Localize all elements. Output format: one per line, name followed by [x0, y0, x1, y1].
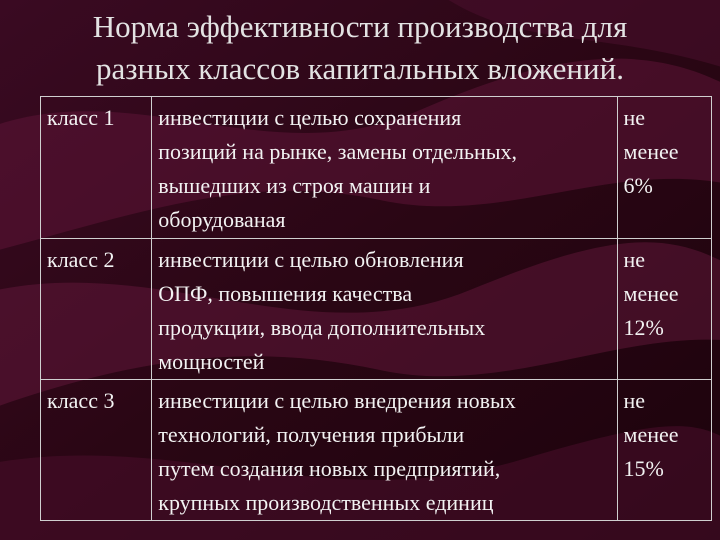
- norm-line: 12%: [623, 315, 664, 340]
- description-line: мощностей: [158, 349, 265, 374]
- class-cell: класс 3: [41, 380, 152, 521]
- norm-line: не: [623, 105, 646, 130]
- description-cell: [152, 239, 617, 380]
- class-cell: класс 1: [41, 97, 152, 239]
- norm-line: 15%: [623, 456, 664, 481]
- description-line: инвестиции с целью сохранения: [158, 105, 462, 130]
- description-line: позиций на рынке, замены отдельных,: [158, 139, 518, 164]
- table-row: [41, 97, 712, 239]
- table-row: [41, 239, 712, 380]
- title-line-1: Норма эффективности производства для: [92, 9, 628, 44]
- description-cell: [152, 97, 617, 239]
- investment-classes-table: [40, 96, 712, 521]
- class-cell: класс 2: [41, 239, 152, 380]
- description-line: вышедших из строя машин и: [158, 173, 431, 198]
- description-line: инвестиции с целью обновления: [158, 247, 464, 272]
- description-cell: [152, 380, 617, 521]
- description-line: инвестиции с целью внедрения новых: [158, 388, 516, 413]
- slide-title: [0, 6, 720, 90]
- description-line: продукции, ввода дополнительных: [158, 315, 486, 340]
- norm-cell: [617, 380, 711, 521]
- title-line-2: разных классов капитальных вложений.: [96, 51, 624, 86]
- description-line: крупных производственных единиц: [158, 490, 494, 515]
- description-line: путем создания новых предприятий,: [158, 456, 501, 481]
- description-line: оборудованая: [158, 207, 286, 232]
- norm-line: менее: [623, 422, 679, 447]
- norm-cell: [617, 97, 711, 239]
- norm-line: менее: [623, 281, 679, 306]
- table-row: [41, 380, 712, 521]
- norm-line: не: [623, 247, 646, 272]
- norm-line: 6%: [623, 173, 653, 198]
- norm-cell: [617, 239, 711, 380]
- description-line: технологий, получения прибыли: [158, 422, 465, 447]
- norm-line: не: [623, 388, 646, 413]
- norm-line: менее: [623, 139, 679, 164]
- description-line: ОПФ, повышения качества: [158, 281, 413, 306]
